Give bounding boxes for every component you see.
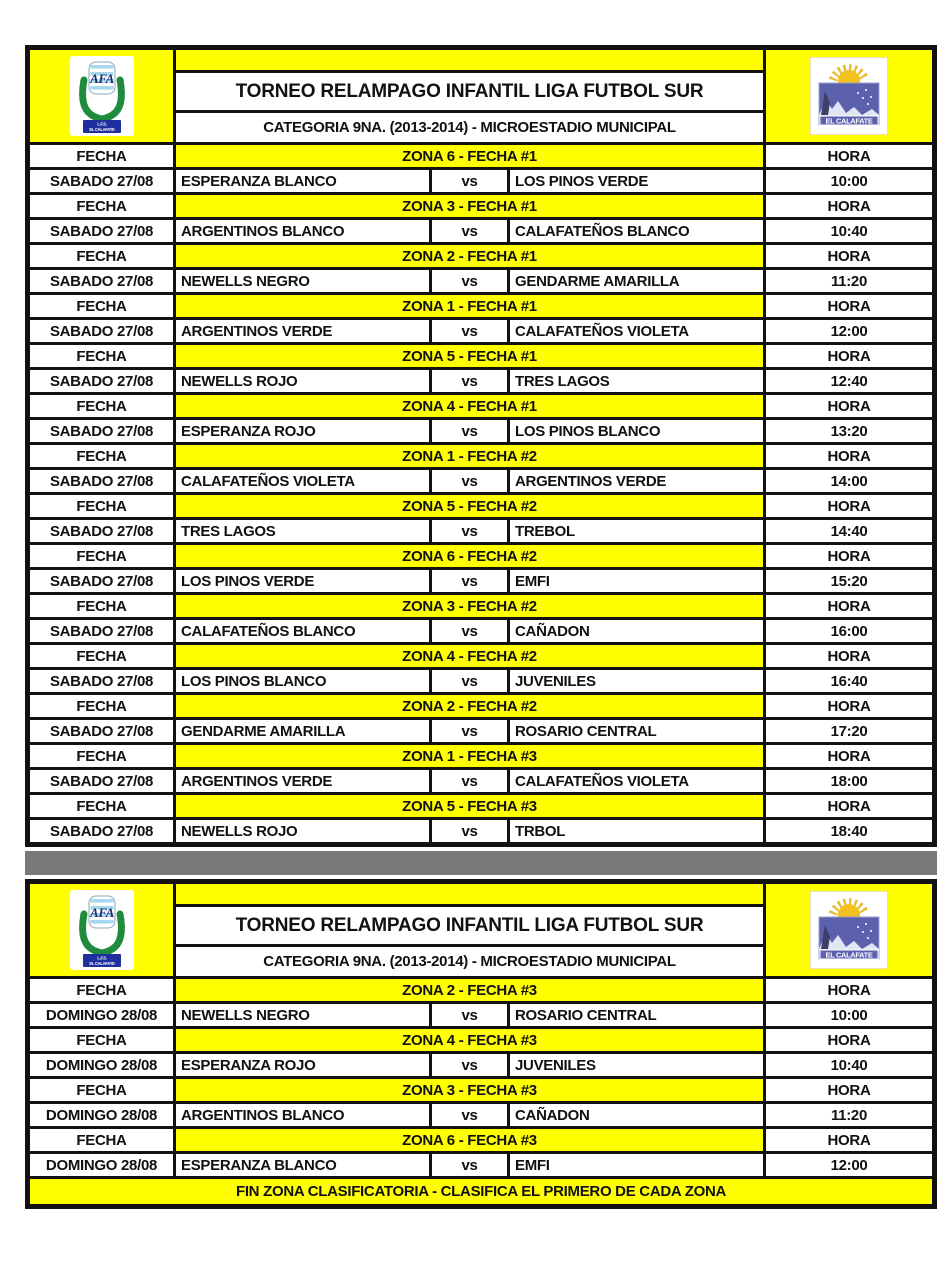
fecha-label: FECHA bbox=[28, 694, 175, 719]
vs-label: vs bbox=[431, 1053, 509, 1078]
header-center bbox=[175, 48, 765, 144]
afa-caption-line1: L.F.S. bbox=[96, 121, 107, 127]
afa-caption-line2: EL CALAFATE bbox=[88, 961, 115, 966]
calafate-logo-cell bbox=[765, 48, 935, 144]
match-time: 10:00 bbox=[765, 169, 935, 194]
header-center bbox=[175, 882, 765, 978]
zone-header-row bbox=[28, 694, 935, 719]
away-team: EMFI bbox=[509, 1153, 765, 1178]
match-row bbox=[28, 219, 935, 244]
afa-logo-icon bbox=[70, 890, 134, 970]
zone-header-row bbox=[28, 494, 935, 519]
match-date: SABADO 27/08 bbox=[28, 819, 175, 845]
header-yellow-strip bbox=[176, 884, 763, 907]
match-date: DOMINGO 28/08 bbox=[28, 1153, 175, 1178]
match-date: SABADO 27/08 bbox=[28, 419, 175, 444]
zone-title: ZONA 3 - FECHA #1 bbox=[175, 194, 765, 219]
match-time: 13:20 bbox=[765, 419, 935, 444]
match-time: 18:40 bbox=[765, 819, 935, 845]
vs-label: vs bbox=[431, 619, 509, 644]
match-row bbox=[28, 619, 935, 644]
home-team: ESPERANZA BLANCO bbox=[175, 1153, 431, 1178]
match-row bbox=[28, 569, 935, 594]
zone-header-row bbox=[28, 544, 935, 569]
hora-label: HORA bbox=[765, 394, 935, 419]
away-team: JUVENILES bbox=[509, 1053, 765, 1078]
away-team: JUVENILES bbox=[509, 669, 765, 694]
away-team: LOS PINOS VERDE bbox=[509, 169, 765, 194]
home-team: CALAFATEÑOS BLANCO bbox=[175, 619, 431, 644]
away-team: CALAFATEÑOS BLANCO bbox=[509, 219, 765, 244]
home-team: LOS PINOS BLANCO bbox=[175, 669, 431, 694]
zone-title: ZONA 1 - FECHA #2 bbox=[175, 444, 765, 469]
away-team: LOS PINOS BLANCO bbox=[509, 419, 765, 444]
fecha-label: FECHA bbox=[28, 744, 175, 769]
schedule-table-saturday bbox=[25, 45, 937, 847]
zone-title: ZONA 1 - FECHA #1 bbox=[175, 294, 765, 319]
zone-header-row bbox=[28, 1028, 935, 1053]
vs-label: vs bbox=[431, 519, 509, 544]
zone-header-row bbox=[28, 978, 935, 1003]
vs-label: vs bbox=[431, 719, 509, 744]
fecha-label: FECHA bbox=[28, 244, 175, 269]
match-row bbox=[28, 269, 935, 294]
hora-label: HORA bbox=[765, 1078, 935, 1103]
vs-label: vs bbox=[431, 469, 509, 494]
zone-header-row bbox=[28, 1078, 935, 1103]
hora-label: HORA bbox=[765, 1128, 935, 1153]
match-row bbox=[28, 769, 935, 794]
zone-title: ZONA 2 - FECHA #1 bbox=[175, 244, 765, 269]
away-team: ROSARIO CENTRAL bbox=[509, 719, 765, 744]
fecha-label: FECHA bbox=[28, 644, 175, 669]
afa-logo-cell bbox=[28, 48, 175, 144]
match-row bbox=[28, 419, 935, 444]
afa-monogram: AFA bbox=[89, 71, 114, 86]
match-row bbox=[28, 669, 935, 694]
vs-label: vs bbox=[431, 819, 509, 845]
hora-label: HORA bbox=[765, 194, 935, 219]
zone-title: ZONA 6 - FECHA #1 bbox=[175, 144, 765, 169]
zone-title: ZONA 2 - FECHA #3 bbox=[175, 978, 765, 1003]
zone-title: ZONA 3 - FECHA #2 bbox=[175, 594, 765, 619]
fecha-label: FECHA bbox=[28, 144, 175, 169]
zone-title: ZONA 3 - FECHA #3 bbox=[175, 1078, 765, 1103]
vs-label: vs bbox=[431, 369, 509, 394]
fecha-label: FECHA bbox=[28, 978, 175, 1003]
hora-label: HORA bbox=[765, 144, 935, 169]
match-date: SABADO 27/08 bbox=[28, 319, 175, 344]
classification-footer-row bbox=[28, 1178, 935, 1207]
zone-header-row bbox=[28, 794, 935, 819]
vs-label: vs bbox=[431, 219, 509, 244]
hora-label: HORA bbox=[765, 244, 935, 269]
match-time: 14:40 bbox=[765, 519, 935, 544]
match-time: 16:40 bbox=[765, 669, 935, 694]
home-team: NEWELLS NEGRO bbox=[175, 1003, 431, 1028]
match-row bbox=[28, 1103, 935, 1128]
hora-label: HORA bbox=[765, 444, 935, 469]
match-date: SABADO 27/08 bbox=[28, 369, 175, 394]
vs-label: vs bbox=[431, 669, 509, 694]
match-time: 10:00 bbox=[765, 1003, 935, 1028]
match-row bbox=[28, 1003, 935, 1028]
vs-label: vs bbox=[431, 419, 509, 444]
tournament-subtitle: CATEGORIA 9NA. (2013-2014) - MICROESTADIO MUNICIPAL bbox=[263, 119, 676, 136]
home-team: ARGENTINOS BLANCO bbox=[175, 219, 431, 244]
hora-label: HORA bbox=[765, 494, 935, 519]
away-team: CALAFATEÑOS VIOLETA bbox=[509, 769, 765, 794]
hora-label: HORA bbox=[765, 1028, 935, 1053]
fecha-label: FECHA bbox=[28, 294, 175, 319]
fecha-label: FECHA bbox=[28, 594, 175, 619]
match-row bbox=[28, 319, 935, 344]
zone-title: ZONA 6 - FECHA #2 bbox=[175, 544, 765, 569]
match-date: SABADO 27/08 bbox=[28, 719, 175, 744]
match-time: 14:00 bbox=[765, 469, 935, 494]
match-row bbox=[28, 519, 935, 544]
match-time: 11:20 bbox=[765, 1103, 935, 1128]
vs-label: vs bbox=[431, 269, 509, 294]
schedule-table-sunday bbox=[25, 879, 937, 1209]
el-calafate-logo-icon bbox=[810, 57, 888, 135]
match-time: 15:20 bbox=[765, 569, 935, 594]
table-header bbox=[28, 882, 935, 978]
match-date: SABADO 27/08 bbox=[28, 569, 175, 594]
match-date: DOMINGO 28/08 bbox=[28, 1003, 175, 1028]
hora-label: HORA bbox=[765, 544, 935, 569]
match-time: 12:00 bbox=[765, 319, 935, 344]
match-time: 16:00 bbox=[765, 619, 935, 644]
afa-caption-line2: EL CALAFATE bbox=[88, 127, 115, 132]
match-time: 12:40 bbox=[765, 369, 935, 394]
home-team: TRES LAGOS bbox=[175, 519, 431, 544]
classification-footer-text: FIN ZONA CLASIFICATORIA - CLASIFICA EL PRIMERO DE CADA ZONA bbox=[28, 1178, 935, 1207]
calafate-logo-cell bbox=[765, 882, 935, 978]
fecha-label: FECHA bbox=[28, 194, 175, 219]
tournament-subtitle: CATEGORIA 9NA. (2013-2014) - MICROESTADIO MUNICIPAL bbox=[263, 953, 676, 970]
home-team: CALAFATEÑOS VIOLETA bbox=[175, 469, 431, 494]
home-team: ARGENTINOS VERDE bbox=[175, 319, 431, 344]
match-date: SABADO 27/08 bbox=[28, 469, 175, 494]
match-date: SABADO 27/08 bbox=[28, 169, 175, 194]
zone-header-row bbox=[28, 394, 935, 419]
away-team: GENDARME AMARILLA bbox=[509, 269, 765, 294]
fecha-label: FECHA bbox=[28, 394, 175, 419]
zone-header-row bbox=[28, 144, 935, 169]
calafate-caption: EL CALAFATE bbox=[825, 950, 873, 960]
fecha-label: FECHA bbox=[28, 1128, 175, 1153]
match-date: DOMINGO 28/08 bbox=[28, 1053, 175, 1078]
zone-title: ZONA 5 - FECHA #1 bbox=[175, 344, 765, 369]
tournament-title: TORNEO RELAMPAGO INFANTIL LIGA FUTBOL SUR bbox=[176, 907, 763, 947]
home-team: GENDARME AMARILLA bbox=[175, 719, 431, 744]
fecha-label: FECHA bbox=[28, 1028, 175, 1053]
away-team: CAÑADON bbox=[509, 619, 765, 644]
away-team: ARGENTINOS VERDE bbox=[509, 469, 765, 494]
match-row bbox=[28, 1153, 935, 1178]
home-team: NEWELLS ROJO bbox=[175, 369, 431, 394]
zone-title: ZONA 2 - FECHA #2 bbox=[175, 694, 765, 719]
fecha-label: FECHA bbox=[28, 794, 175, 819]
zone-title: ZONA 1 - FECHA #3 bbox=[175, 744, 765, 769]
match-row bbox=[28, 719, 935, 744]
match-date: SABADO 27/08 bbox=[28, 519, 175, 544]
zone-header-row bbox=[28, 344, 935, 369]
fecha-label: FECHA bbox=[28, 544, 175, 569]
match-row bbox=[28, 819, 935, 845]
hora-label: HORA bbox=[765, 294, 935, 319]
home-team: ARGENTINOS BLANCO bbox=[175, 1103, 431, 1128]
divider-bar bbox=[25, 851, 937, 875]
home-team: NEWELLS ROJO bbox=[175, 819, 431, 845]
zone-title: ZONA 4 - FECHA #3 bbox=[175, 1028, 765, 1053]
match-row bbox=[28, 169, 935, 194]
home-team: ESPERANZA ROJO bbox=[175, 1053, 431, 1078]
away-team: CALAFATEÑOS VIOLETA bbox=[509, 319, 765, 344]
el-calafate-logo-icon bbox=[810, 891, 888, 969]
home-team: ARGENTINOS VERDE bbox=[175, 769, 431, 794]
hora-label: HORA bbox=[765, 694, 935, 719]
match-date: SABADO 27/08 bbox=[28, 219, 175, 244]
home-team: ESPERANZA ROJO bbox=[175, 419, 431, 444]
match-date: SABADO 27/08 bbox=[28, 619, 175, 644]
afa-caption-line1: L.F.S. bbox=[96, 955, 107, 961]
away-team: EMFI bbox=[509, 569, 765, 594]
fecha-label: FECHA bbox=[28, 444, 175, 469]
match-time: 11:20 bbox=[765, 269, 935, 294]
afa-monogram: AFA bbox=[89, 905, 114, 920]
tournament-title: TORNEO RELAMPAGO INFANTIL LIGA FUTBOL SUR bbox=[176, 73, 763, 113]
zone-header-row bbox=[28, 244, 935, 269]
vs-label: vs bbox=[431, 1003, 509, 1028]
afa-logo-cell bbox=[28, 882, 175, 978]
zone-header-row bbox=[28, 594, 935, 619]
away-team: ROSARIO CENTRAL bbox=[509, 1003, 765, 1028]
hora-label: HORA bbox=[765, 594, 935, 619]
zone-header-row bbox=[28, 744, 935, 769]
match-date: SABADO 27/08 bbox=[28, 669, 175, 694]
match-row bbox=[28, 369, 935, 394]
hora-label: HORA bbox=[765, 344, 935, 369]
table-header bbox=[28, 48, 935, 144]
away-team: TRBOL bbox=[509, 819, 765, 845]
vs-label: vs bbox=[431, 169, 509, 194]
match-time: 17:20 bbox=[765, 719, 935, 744]
match-time: 10:40 bbox=[765, 219, 935, 244]
zone-title: ZONA 5 - FECHA #2 bbox=[175, 494, 765, 519]
hora-label: HORA bbox=[765, 794, 935, 819]
fecha-label: FECHA bbox=[28, 344, 175, 369]
away-team: TRES LAGOS bbox=[509, 369, 765, 394]
away-team: TREBOL bbox=[509, 519, 765, 544]
calafate-caption: EL CALAFATE bbox=[825, 116, 873, 126]
zone-title: ZONA 4 - FECHA #1 bbox=[175, 394, 765, 419]
home-team: NEWELLS NEGRO bbox=[175, 269, 431, 294]
vs-label: vs bbox=[431, 319, 509, 344]
match-row bbox=[28, 1053, 935, 1078]
away-team: CAÑADON bbox=[509, 1103, 765, 1128]
zone-header-row bbox=[28, 294, 935, 319]
fecha-label: FECHA bbox=[28, 1078, 175, 1103]
hora-label: HORA bbox=[765, 978, 935, 1003]
zone-title: ZONA 4 - FECHA #2 bbox=[175, 644, 765, 669]
match-time: 10:40 bbox=[765, 1053, 935, 1078]
hora-label: HORA bbox=[765, 644, 935, 669]
vs-label: vs bbox=[431, 1153, 509, 1178]
afa-logo-icon bbox=[70, 56, 134, 136]
home-team: ESPERANZA BLANCO bbox=[175, 169, 431, 194]
vs-label: vs bbox=[431, 1103, 509, 1128]
zone-title: ZONA 6 - FECHA #3 bbox=[175, 1128, 765, 1153]
zone-header-row bbox=[28, 444, 935, 469]
match-time: 18:00 bbox=[765, 769, 935, 794]
fecha-label: FECHA bbox=[28, 494, 175, 519]
hora-label: HORA bbox=[765, 744, 935, 769]
match-time: 12:00 bbox=[765, 1153, 935, 1178]
vs-label: vs bbox=[431, 769, 509, 794]
zone-header-row bbox=[28, 194, 935, 219]
zone-header-row bbox=[28, 644, 935, 669]
home-team: LOS PINOS VERDE bbox=[175, 569, 431, 594]
zone-header-row bbox=[28, 1128, 935, 1153]
match-row bbox=[28, 469, 935, 494]
match-date: SABADO 27/08 bbox=[28, 269, 175, 294]
match-date: SABADO 27/08 bbox=[28, 769, 175, 794]
vs-label: vs bbox=[431, 569, 509, 594]
zone-title: ZONA 5 - FECHA #3 bbox=[175, 794, 765, 819]
match-date: DOMINGO 28/08 bbox=[28, 1103, 175, 1128]
header-yellow-strip bbox=[176, 50, 763, 73]
